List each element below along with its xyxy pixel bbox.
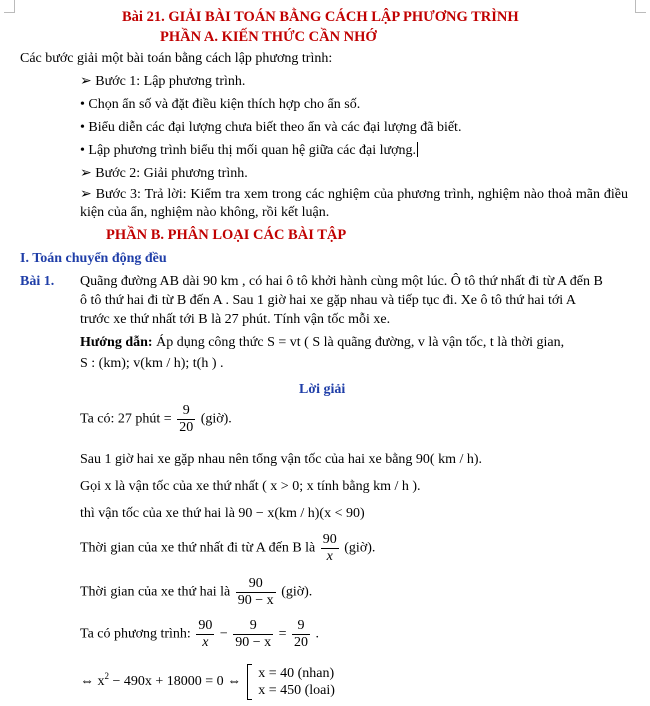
solution-line-5: Thời gian của xe thứ nhất đi từ A đến B là $\frac{90}{x}$ (giờ). [80,532,376,564]
hint-line-2: S : (km); v(km / h); t(h ) . [80,356,224,371]
bullet-3: • Lập phương trình biểu thị mối quan hệ giữa các đại lượng. [80,143,417,158]
arrow-bullet-icon: ➢ [80,187,96,202]
step-3: ➢ Bước 3: Trả lời: Kiểm tra xem trong các nghiệm của phương trình, nghiệm nào thoả mãn điều kiện của ẩn, nghiệm nào không, rồi kết luận. [80,187,628,220]
solution-line-1: Ta có: 27 phút = $\frac{9}{20}$ (giờ). [80,403,232,435]
problem-label: Bài 1. [20,274,55,289]
fraction-time-car-2: $\frac{90}{90 - x}$ [237,576,274,608]
text-cursor [417,142,418,157]
section-a-heading: PHẦN A. KIẾN THỨC CẦN NHỚ [160,29,377,45]
hint-line-1 [80,334,564,352]
lesson-title: Bài 21. GIẢI BÀI TOÁN BẰNG CÁCH LẬP PHƯƠNG TRÌNH [122,9,519,25]
case-accepted: x = 40 (nhan) [258,666,335,681]
fraction-eq-term-2: $\frac{9}{90 - x}$ [235,618,272,650]
bullet-2: • Biểu diễn các đại lượng chưa biết theo ẩn và các đại lượng đã biết. [80,120,462,135]
dot-bullet-icon: • [80,97,89,112]
fraction-eq-term-3: $\frac{9}{20}$ [294,618,309,650]
margin-corner-mark-left [4,0,15,13]
problem-line-1: Quãng đường AB dài 90 km , có hai ô tô khởi hành cùng một lúc. Ô tô thứ nhất đi từ A đến B [80,274,603,289]
arrow-bullet-icon: ➢ [80,74,96,89]
solution-line-7: Ta có phương trình: $\frac{90}{x}$ − $\frac{9}{90 - x}$ = $\frac{9}{20}$ . [80,618,320,650]
motion-subheading: I. Toán chuyển động đều [20,251,167,266]
case-rejected: x = 450 (loai) [258,683,335,698]
bullet-1: • Chọn ẩn số và đặt điều kiện thích hợp cho ẩn số. [80,97,361,112]
solution-line-6: Thời gian của xe thứ hai là $\frac{90}{90 - x}$ (giờ). [80,576,313,608]
dot-bullet-icon: • [80,120,89,135]
hint-label: Hướng dẫn: [80,335,153,350]
step-1: ➢ Bước 1: Lập phương trình. [80,74,246,89]
solution-line-4: thì vận tốc của xe thứ hai là 90 − x(km / h)(x < 90) [80,506,365,521]
solution-line-2: Sau 1 giờ hai xe gặp nhau nên tổng vận tốc của hai xe bằng 90( km / h). [80,452,483,467]
left-bracket-icon [247,664,252,700]
solution-line-3: Gọi x là vận tốc của xe thứ nhất ( x > 0; x tính bằng km / h ). [80,479,421,494]
dot-bullet-icon: • [80,143,89,158]
solution-line-8: ⇔ $x^2 - 490x + 18000 = 0$ ⇔ x = 40 (nhan) x = 450 (loai) [80,666,335,698]
problem-line-2: ô tô thứ hai đi từ B đến A . Sau 1 giờ hai xe gặp nhau và tiếp tục đi. Xe ô tô thứ hai tới A [80,293,577,308]
problem-line-3: trước xe thứ nhất tới B là 27 phút. Tính vận tốc mỗi xe. [80,312,391,327]
section-b-heading: PHẦN B. PHÂN LOẠI CÁC BÀI TẬP [106,227,347,243]
fraction-minutes-to-hours: $\frac{9}{20}$ [179,403,194,435]
hint-text: Áp dụng công thức S = vt ( S là quãng đường, v là vận tốc, t là thời gian, [156,335,565,350]
margin-corner-mark-right [635,0,646,13]
step-2: ➢ Bước 2: Giải phương trình. [80,166,248,181]
arrow-bullet-icon: ➢ [80,166,96,181]
fraction-time-car-1: $\frac{90}{x}$ [322,532,337,564]
solution-heading: Lời giải [299,382,346,397]
steps-intro: Các bước giải một bài toán bằng cách lập phương trình: [20,51,333,66]
fraction-eq-term-1: $\frac{90}{x}$ [198,618,213,650]
solution-cases [258,665,335,699]
